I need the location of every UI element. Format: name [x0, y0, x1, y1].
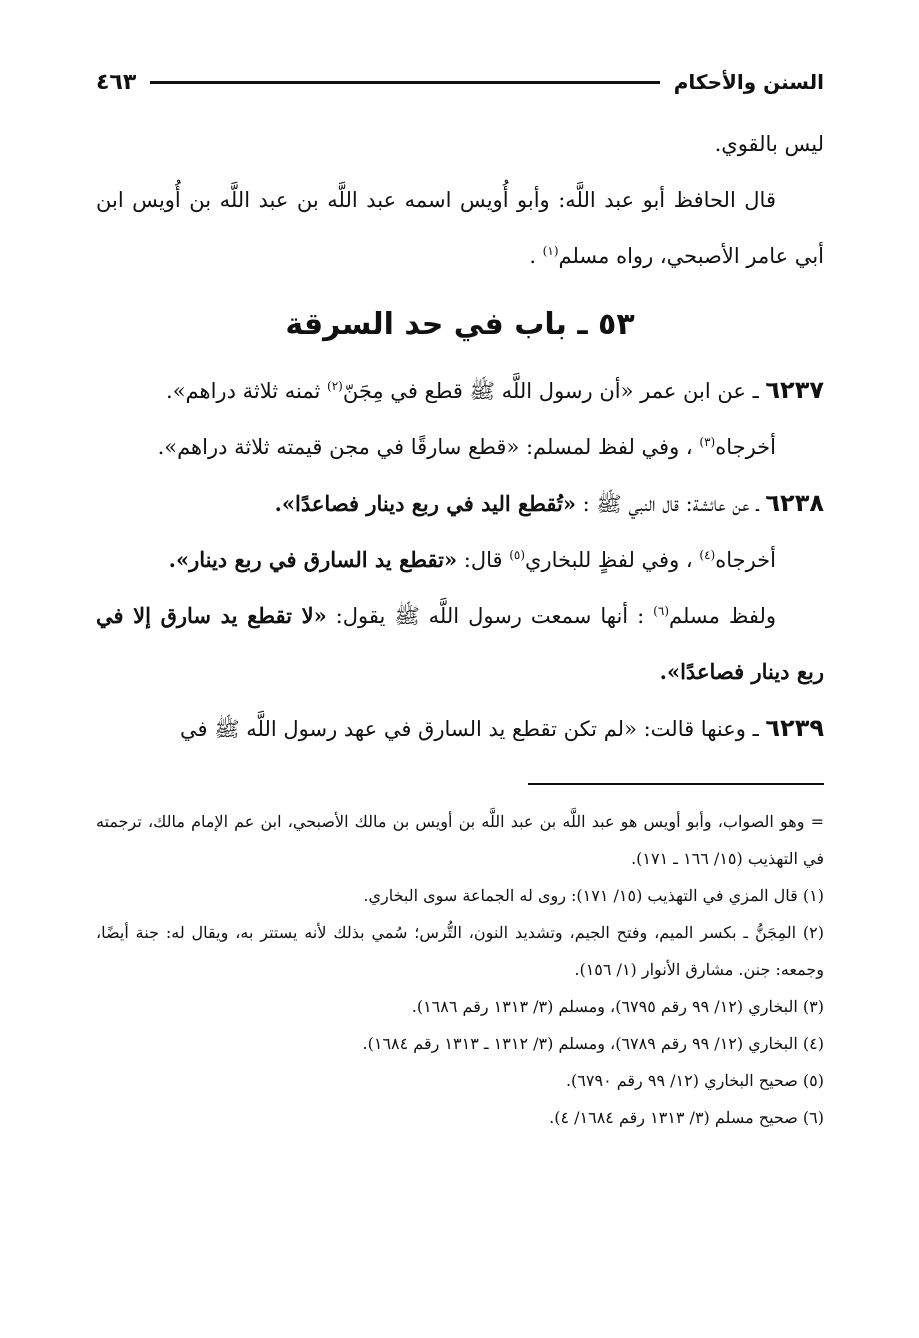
hadith-6239: ٦٢٣٩ ـ وعنها قالت: «لم تكن تقطع يد السارق في عهد رسول اللَّه ﷺ في	[180, 714, 824, 742]
footnote-ref[interactable]: (٦)	[653, 604, 669, 618]
footnote-ref[interactable]: (٥)	[509, 548, 526, 562]
running-header	[96, 62, 824, 102]
hadith-number: ٦٢٣٩	[765, 714, 824, 742]
footnote-3: (٣) البخاري (١٢/ ٩٩ رقم ٦٧٩٥)، ومسلم (٣/ ١٣١٣ رقم ١٦٨٦).	[411, 997, 824, 1016]
footnote-ref[interactable]: (١)	[542, 244, 559, 258]
hadith-matn: «تُقطع اليد في ربع دينار فصاعدًا».	[274, 491, 576, 516]
footnote-separator	[528, 783, 824, 785]
paragraph-2: قال الحافظ أبو عبد اللَّه: وأبو أُويس اسمه عبد اللَّه بن عبد اللَّه بن أُويس ابن أبي عامر الأصبحي، رواه مسلم$^{(١)}$ .	[96, 188, 824, 268]
chapter-heading: ٥٣ ـ باب في حد السرقة	[285, 307, 635, 342]
hadith-number: ٦٢٣٨	[765, 489, 824, 517]
footnote-continuation: = وهو الصواب، وأبو أويس هو عبد اللَّه بن عبد اللَّه بن أويس بن مالك الأصبحي، ابن عم الإمام مالك، ترجمته في التهذيب (١٥/ ١٦٦ ـ ١٧١).	[96, 812, 824, 868]
hadith-matn: «لا تقطع يد سارق إلا في ربع دينار فصاعدًا».	[96, 603, 824, 684]
footnote-ref[interactable]: (٣)	[699, 435, 716, 449]
footnote-1: (١) قال المزي في التهذيب (١٥/ ١٧١): روى له الجماعة سوى البخاري.	[363, 886, 824, 905]
book-title: السنن والأحكام	[673, 70, 824, 94]
hadith-matn: «تقطع يد السارق في ربع دينار».	[168, 547, 458, 572]
footnote-ref[interactable]: (٤)	[699, 548, 716, 562]
footnotes	[96, 803, 824, 1136]
footnote-4: (٤) البخاري (١٢/ ٩٩ رقم ٦٧٨٩)، ومسلم (٣/ ١٣١٢ ـ ١٣١٣ رقم ١٦٨٤).	[362, 1034, 824, 1053]
header-rule	[150, 81, 659, 84]
hadith-6237: ٦٢٣٧ ـ عن ابن عمر «أن رسول اللَّه ﷺ قطع في مِجَنّ$^{(٢)}$ ثمنه ثلاثة دراهم».	[166, 376, 824, 404]
takhrij-6238: أخرجاه$^{(٤)}$ ، وفي لفظٍ للبخاري$^{(٥)}$ قال: «تقطع يد السارق في ربع دينار».	[168, 547, 776, 572]
hadith-number: ٦٢٣٧	[765, 376, 824, 404]
footnote-6: (٦) صحيح مسلم (٣/ ١٣١٣ رقم ١٦٨٤/ ٤).	[549, 1108, 824, 1127]
takhrij-6237: أخرجاه$^{(٣)}$ ، وفي لفظ لمسلم: «قطع سارقًا في مجن قيمته ثلاثة دراهم».	[157, 435, 776, 459]
hadith-6238: ٦٢٣٨ ـ عن عائشة: قال النبي ﷺ : «تُقطع اليد في ربع دينار فصاعدًا».	[274, 489, 824, 517]
paragraph-1: ليس بالقوي.	[714, 132, 824, 156]
footnote-2: (٢) المِجَنُّ ـ بكسر الميم، وفتح الجيم، وتشديد النون، التُّرس؛ سُمي بذلك لأنه يستتر به، ويقال له: جنة أيضًا، وجمعه: جنن. مشارق الأنوار (١/ ١٥٦).	[96, 923, 824, 979]
footnote-5: (٥) صحيح البخاري (١٢/ ٩٩ رقم ٦٧٩٠).	[565, 1071, 824, 1090]
main-text	[96, 116, 824, 757]
muslim-wording: ولفظ مسلم$^{(٦)}$ : أنها سمعت رسول اللَّه ﷺ يقول: «لا تقطع يد سارق إلا في ربع دينار فصاعدًا».	[96, 603, 824, 684]
page-number: ٤٦٣	[96, 69, 137, 95]
book-page	[96, 62, 824, 1136]
footnote-ref[interactable]: (٢)	[327, 379, 343, 393]
